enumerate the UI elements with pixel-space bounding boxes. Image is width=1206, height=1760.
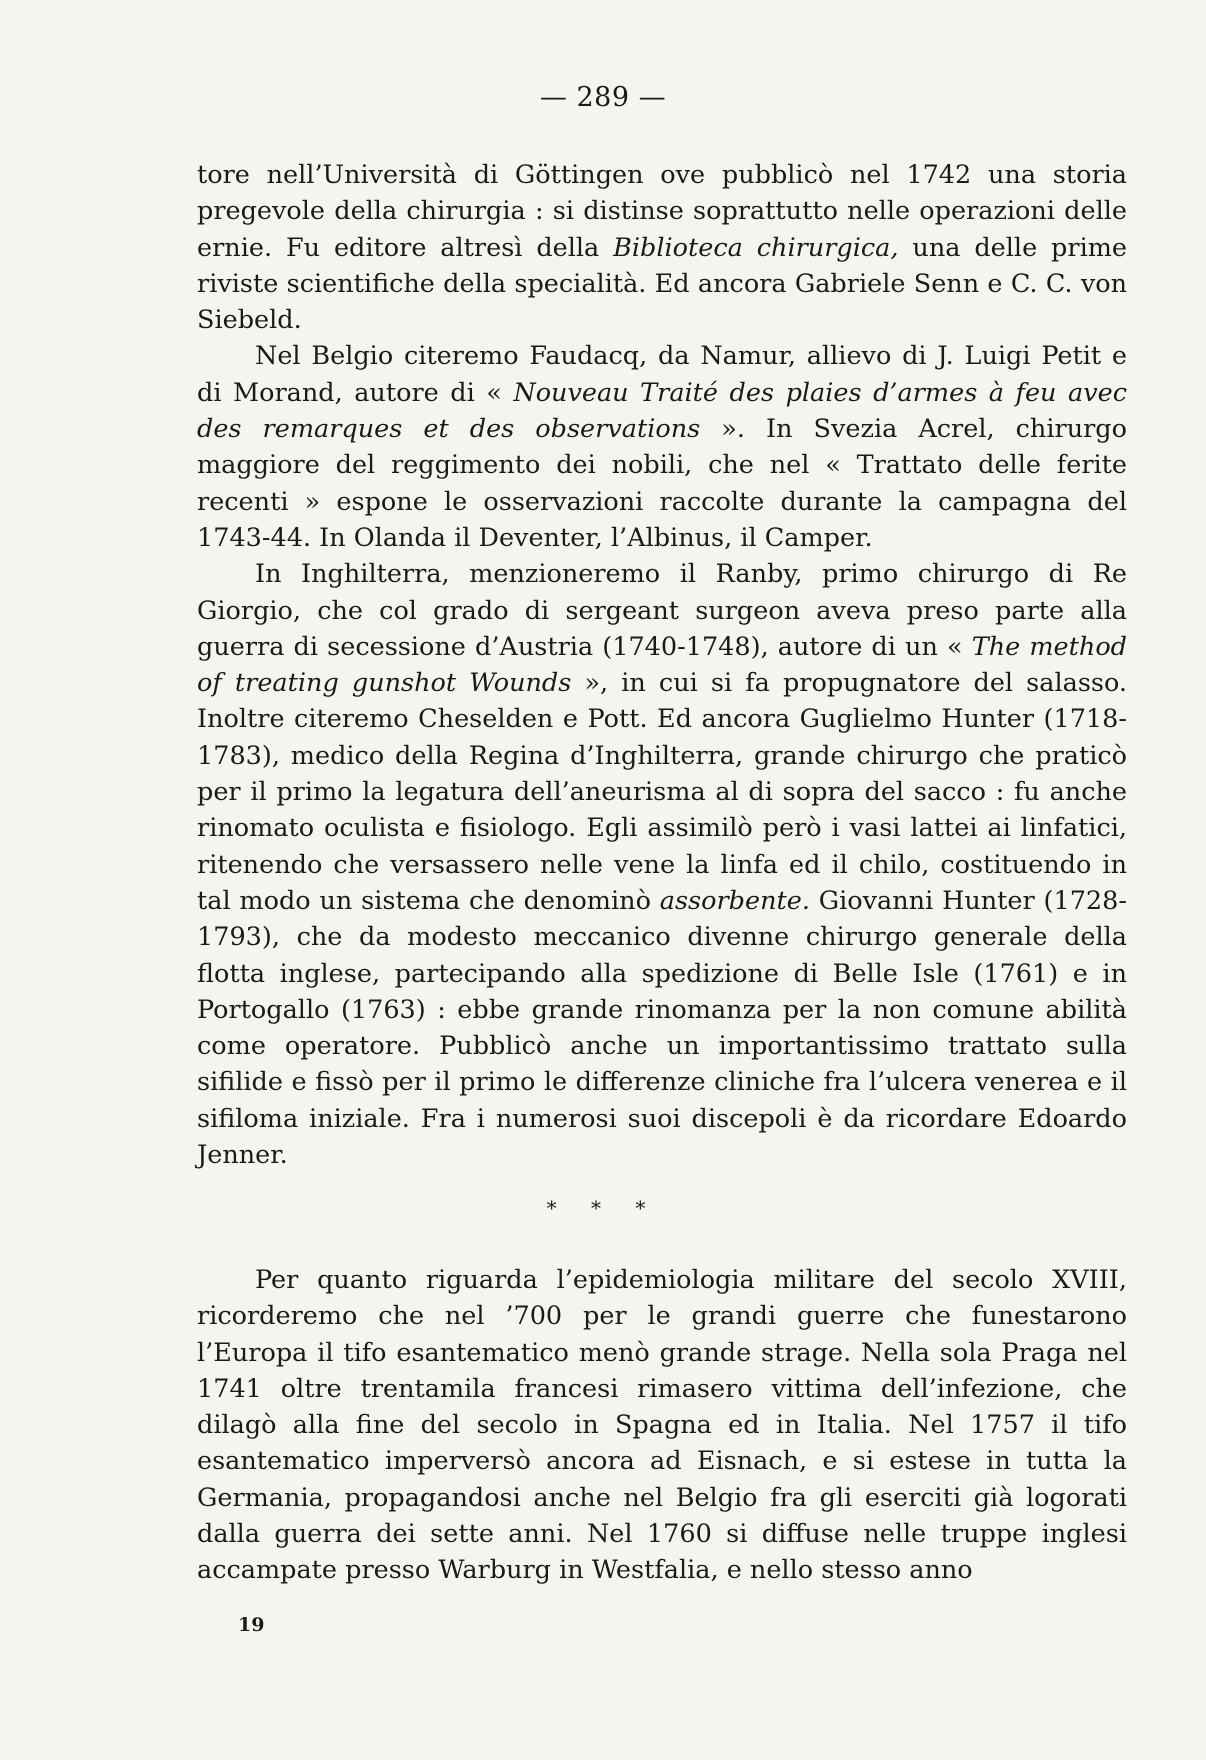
text-run: Giovanni Hunter (1728-1793), che da modesto meccanico divenne chirurgo generale della flotta inglese, partecipando alla spedizione di Belle Isle (1761) e in Portogallo (1763) : ebbe grande rinomanza per la non comune abilità come operatore. Pubblicò anche un importantissimo trattato sulla sifilide e fissò per il primo le differenze cliniche fra l’ulcera venerea e il sifiloma iniziale. Fra i numerosi suoi discepoli è da ricordare Edoardo Jenner.: [197, 885, 1127, 1171]
text-block-lower: [197, 1262, 1127, 1589]
text-run: », in cui si fa propugnatore del salasso. Inoltre citeremo Cheselden e Pott. Ed ancora Guglielmo Hunter (1718-1783), medico della Regina d’Inghilterra, grande chirurgo che praticò per il primo la legatura dell’aneurisma al di sopra del sacco : fu anche rinomato oculista e fisiologo. Egli assimilò però i vasi lattei ai linfatici, ritenendo che versassero nelle vene la linfa ed il chilo, costituendo in tal modo un sistema che denominò: [197, 668, 1128, 916]
paragraph: [197, 556, 1127, 1173]
text-run: una delle prime riviste scientifiche della specialità. Ed ancora Gabriele Senn e C. C. von Siebeld.: [197, 232, 1127, 336]
text-block-upper: [197, 157, 1127, 1173]
section-separator: * * *: [546, 1196, 660, 1220]
paragraph: [197, 1262, 1127, 1589]
text-run: Per quanto riguarda l’epidemiologia militare del secolo XVIII, ricorderemo che nel ’700 per le grandi guerre che funestarono l’Europa il tifo esantematico menò grande strage. Nella sola Praga nel 1741 oltre trentamila francesi rimasero vittima dell’infezione, che dilagò alla fine del secolo in Spagna ed in Italia. Nel 1757 il tifo esantematico imperversò ancora ad Eisnach, e si estese in tutta la Germania, propagandosi anche nel Belgio fra gli eserciti già logorati dalla guerra dei sette anni. Nel 1760 si diffuse nelle truppe inglesi accampate presso Warburg in Westfalia, e nello stesso anno: [197, 1265, 1127, 1586]
page-number: — 289 —: [539, 82, 667, 113]
signature-mark: 19: [238, 1614, 265, 1636]
paragraph: [197, 157, 1127, 338]
text-run: Nel Belgio citeremo Faudacq, da Namur, allievo di J. Luigi Petit e di Morand, autore di «: [197, 341, 1127, 408]
italic-title: The method of treating gunshot Wounds: [197, 631, 1127, 699]
paragraph: [197, 338, 1127, 556]
text-run: tore nell’Università di Göttingen ove pubblicò nel 1742 una storia pregevole della chirurgia : si distinse soprattutto nelle operazioni delle ernie. Fu editore altresì della: [197, 160, 1127, 263]
italic-title: assorbente.: [659, 885, 810, 916]
italic-title: Biblioteca chirurgica,: [613, 232, 899, 263]
text-run: ». In Svezia Acrel, chirurgo maggiore del reggimento dei nobili, che nel « Trattato delle ferite recenti » espone le osservazioni raccolte durante la campagna del 1743-44. In Olanda il Deventer, l’Albinus, il Camper.: [197, 414, 1127, 553]
italic-title: Nouveau Traité des plaies d’armes à feu avec des remarques et des observations: [197, 377, 1127, 445]
text-run: In Inghilterra, menzioneremo il Ranby, primo chirurgo di Re Giorgio, che col grado di sergeant surgeon aveva preso parte alla guerra di secessione d’Austria (1740-1748), autore di un «: [197, 559, 1127, 662]
